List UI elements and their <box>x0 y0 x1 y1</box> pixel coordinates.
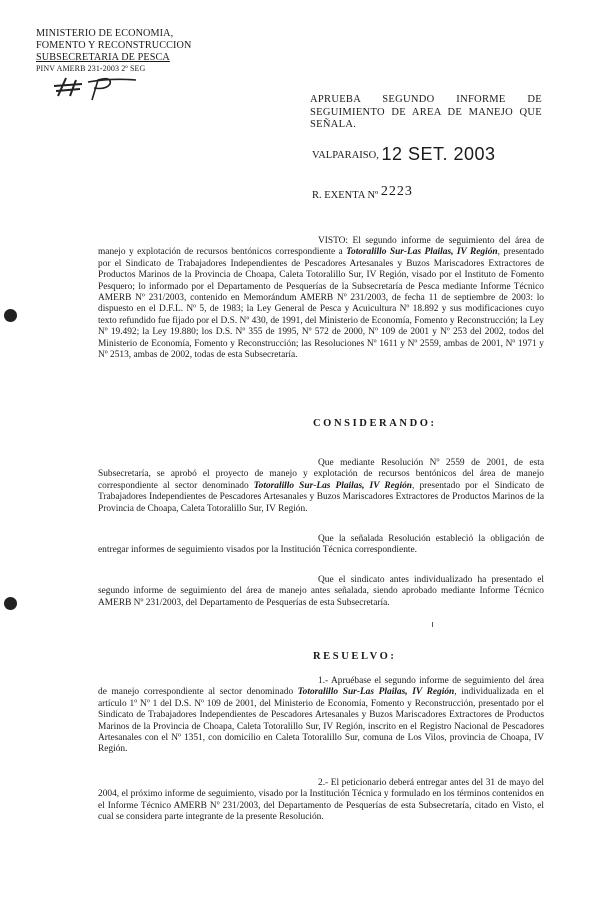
considerando-paragraph-1: Que mediante Resolución Nº 2559 de 2001, de esta Subsecretaría, se aprobó el proyecto de manejo y explotación de recursos bentónicos del área de manejo correspondiente al sector denominado Totoralillo Sur-Las Plailas, IV Región, presentado por el Sindicato de Trabajadores Independientes de Pescadores Artesanales y Buzos Mariscadores Extractores de Productos Marinos de la Provincia de Choapa, Caleta Totoralillo Sur, IV Región. <box>98 458 544 514</box>
exenta-label: R. EXENTA Nº <box>312 190 379 201</box>
letterhead-ministry: MINISTERIO DE ECONOMIA, <box>36 28 174 39</box>
place-date <box>312 144 496 165</box>
punch-hole-upper <box>4 309 17 322</box>
considerando-paragraph-2: Que la señalada Resolución estableció la obligación de entregar informes de seguimiento visados por la Institución Técnica correspondiente. <box>98 534 544 556</box>
scan-mark <box>432 622 433 627</box>
stamped-date: 12 SET. 2003 <box>381 144 496 164</box>
resuelvo-paragraph-2: 2.- El peticionario deberá entregar antes del 31 de mayo del 2004, el próximo informe de seguimiento, visado por la Institución Técnica y formulado en los términos contenidos en el Informe Técnico AMERB Nº 231/2003, del Departamento de Pesquerías de esta Subsecretaría, citado en Visto, el cual se considera parte integrante de la presente Resolución. <box>98 778 544 823</box>
resuelvo-paragraph-1: 1.- Apruébase el segundo informe de seguimiento del área de manejo correspondiente al sector denominado Totoralillo Sur-Las Plailas, IV Región, individualizada en el artículo 1º Nº 1 del D.S. Nº 109 de 2001, del Ministerio de Economía, Fomento y Reconstrucción, presentado por el Sindicato de Trabajadores Independientes de Pescadores Artesanales y Buzos Mariscadores Extractores de Productos Marinos de la Provincia de Choapa, Caleta Totoralillo Sur, IV Región, inscrito en el Registro Nacional de Pescadores Artesanales con el Nº 1351, con domicilio en Caleta Totoralillo Sur, comuna de Los Vilos, provincia de Choapa, IV Región. <box>98 676 544 755</box>
handwritten-initials <box>52 74 142 104</box>
letterhead-ministry-cont: FOMENTO Y RECONSTRUCCION <box>36 39 192 51</box>
letterhead-file-ref: PINV AMERB 231-2003 2º SEG <box>36 64 146 74</box>
considerando-heading: CONSIDERANDO: <box>313 418 437 429</box>
visto-paragraph: VISTO: El segundo informe de seguimiento del área de manejo y explotación de recursos bentónicos correspondiente a Totoralillo Sur-Las Plailas, IV Región, presentado por el Sindicato de Trabajadores Independientes de Pescadores Artesanales y Buzos Mariscadores Extractores de Productos Marinos de la Provincia de Choapa, Caleta Totoralillo Sur, IV Región, visado por el Instituto de Fomento Pesquero; lo informado por el Departamento de Pesquerías de la Subsecretaría de Pesca mediante Informe Técnico AMERB Nº 231/2003, contenido en Memorándum AMERB Nº 231/2003, de fecha 11 de septiembre de 2003: lo dispuesto en el D.F.L. Nº 5, de 1983; la Ley General de Pesca y Acuicultura Nº 18.892 y sus modificaciones cuyo texto refundido fue fijado por el D.S. Nº 430, de 1991, del Ministerio de Economía, Fomento y Reconstrucción; la Ley Nº 19.492; la Ley 19.880; los D.S. Nº 355 de 1995, Nº 572 de 2000, Nº 109 de 2001 y Nº 253 del 2002, todos del Ministerio de Economía, Fomento y Reconstrucción; las Resoluciones Nº 1611 y Nº 2559, ambas de 2001, Nº 1971 y Nº 2513, ambas de 2002, todas de esta Subsecretaría. <box>98 236 544 361</box>
considerando-paragraph-3: Que el sindicato antes individualizado ha presentado el segundo informe de seguimiento del área de manejo antes señalada, siendo aprobado mediante Informe Técnico AMERB Nº 231/2003, del Departamento de Pesquerías de esta Subsecretaría. <box>98 575 544 608</box>
city: VALPARAISO, <box>312 150 379 161</box>
subject-line: APRUEBA SEGUNDO INFORME DE SEGUIMIENTO DE AREA DE MANEJO QUE SEÑALA. <box>310 94 542 130</box>
resuelvo-heading: RESUELVO: <box>313 651 397 662</box>
considerando-sector: Totoralillo Sur-Las Plailas, IV Región <box>253 480 412 491</box>
visto-sector: Totoralillo Sur-Las Plailas, IV Región <box>346 247 498 258</box>
letterhead-subsecretaria: SUBSECRETARIA DE PESCA <box>36 51 170 63</box>
letterhead <box>36 28 191 75</box>
exenta-number <box>312 184 413 201</box>
punch-hole-lower <box>4 597 17 610</box>
resuelvo-sector: Totoralillo Sur-Las Plailas, IV Región <box>297 687 455 698</box>
exenta-value: 2223 <box>380 184 413 199</box>
